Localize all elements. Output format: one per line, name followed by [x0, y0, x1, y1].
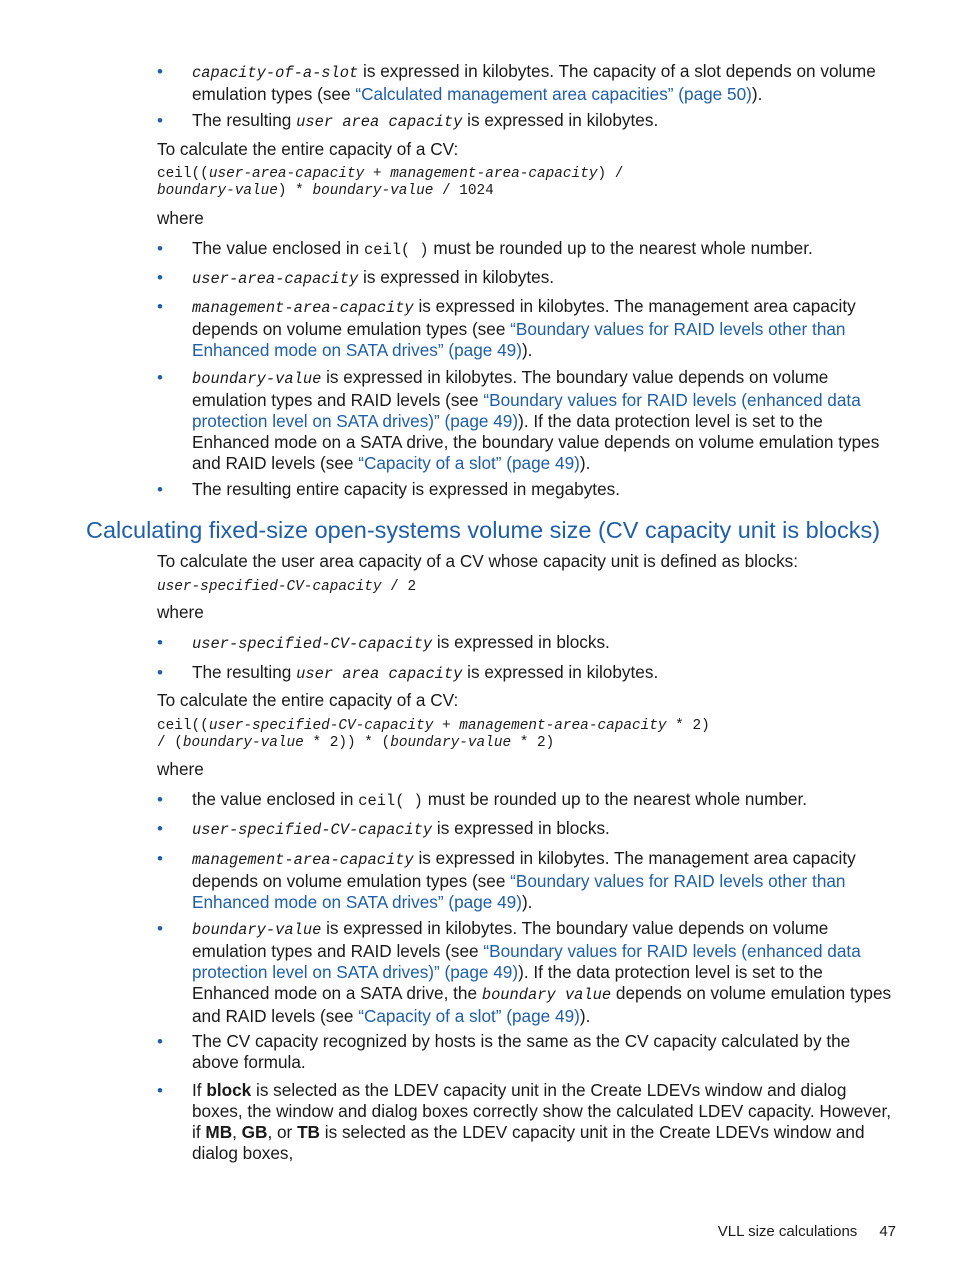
code-text: * 2) [511, 735, 555, 751]
body-text: the value enclosed in [192, 789, 359, 809]
bullet-marker: • [157, 480, 163, 499]
footer-section-label: VLL size calculations [717, 1223, 858, 1240]
body-text: is expressed in blocks. [432, 632, 610, 652]
body-text: is expressed in kilobytes. [358, 267, 555, 287]
bullet-marker: • [157, 849, 163, 868]
body-text: The resulting entire capacity is expressed in megabytes. [192, 479, 620, 499]
bold-term: GB [241, 1122, 268, 1142]
code-term: management-area-capacity [192, 299, 414, 317]
bullet-marker: • [157, 790, 163, 809]
body-text: is expressed in kilobytes. The capacity of a slot depends on volume emulation types (see [192, 61, 876, 104]
code-term: user-specified-CV-capacity [192, 821, 433, 839]
code-variable: user-area-capacity [208, 166, 365, 182]
code-term: management-area-capacity [192, 851, 414, 869]
bullet-marker: • [157, 111, 163, 130]
cross-reference-link[interactable]: “Capacity of a slot” (page 49) [358, 1006, 580, 1026]
body-text: is expressed in kilobytes. The boundary value depends on volume emulation types and RAID levels (see [192, 367, 829, 410]
page-number: 47 [879, 1223, 896, 1240]
code-variable: user-specified-CV-capacity [157, 579, 382, 595]
cross-reference-link[interactable]: “Boundary values for RAID levels other than Enhanced mode on SATA drives” (page 49) [192, 871, 846, 912]
code-term: user area capacity [296, 113, 463, 131]
code-variable: boundary-value [390, 735, 512, 751]
formula-entire-capacity-blocks [157, 718, 897, 752]
body-text: is expressed in blocks. [432, 818, 610, 838]
code-term: user area capacity [296, 665, 463, 683]
code-variable: user-specified-CV-capacity [208, 718, 434, 734]
code-text: / 2 [381, 579, 417, 595]
bullet-marker: • [157, 663, 163, 682]
body-text: is selected as the LDEV capacity unit in the Create LDEVs window and dialog boxes, the window and dialog boxes correctly show the calculated LDEV capacity. However, if [192, 1080, 892, 1142]
code-text: ceil(( [157, 166, 209, 182]
body-text: The resulting [192, 662, 297, 682]
bullet-marker: • [157, 819, 163, 838]
body-text: If [192, 1080, 207, 1100]
cross-reference-link[interactable]: “Boundary values for RAID levels other than Enhanced mode on SATA drives” (page 49) [192, 319, 846, 360]
cross-reference-link[interactable]: “Boundary values for RAID levels (enhanced data protection level on SATA drives)” (page 49) [192, 941, 861, 982]
code-text: + [364, 166, 391, 182]
code-term: ceil( ) [363, 241, 429, 259]
formula-user-area [157, 579, 897, 596]
body-text: is expressed in kilobytes. [462, 662, 659, 682]
code-term: capacity-of-a-slot [192, 64, 359, 82]
code-term: boundary-value [192, 921, 322, 939]
body-text: must be rounded up to the nearest whole number. [422, 789, 808, 809]
body-text: is selected as the LDEV capacity unit in the Create LDEVs window and dialog boxes, [192, 1122, 865, 1163]
body-text: ). [579, 453, 591, 473]
code-variable: management-area-capacity [390, 166, 598, 182]
code-text: ceil(( [157, 718, 209, 734]
cross-reference-link[interactable]: “Calculated management area capacities” (page 50) [355, 84, 752, 104]
code-text: * 2) [666, 718, 710, 734]
code-term: boundary-value [192, 370, 322, 388]
bullet-marker: • [157, 919, 163, 938]
bullet-marker: • [157, 633, 163, 652]
code-text: / 1024 [433, 183, 494, 199]
formula-entire-capacity [157, 166, 897, 200]
bold-term: MB [205, 1122, 233, 1142]
body-text: is expressed in kilobytes. The boundary value depends on volume emulation types and RAID levels (see [192, 918, 829, 961]
code-text: * 2)) * ( [303, 735, 391, 751]
code-term: user-area-capacity [192, 270, 359, 288]
bullet-marker: • [157, 268, 163, 287]
body-text: ). [579, 1006, 591, 1026]
bullet-marker: • [157, 62, 163, 81]
paragraph-where: where [157, 759, 204, 779]
body-text: ). If the data protection level is set to the Enhanced mode on a SATA drive, the [192, 962, 823, 1003]
body-text: , or [267, 1122, 298, 1142]
cross-reference-link[interactable]: “Capacity of a slot” (page 49) [358, 453, 580, 473]
body-text: ). [521, 892, 533, 912]
body-text: , [232, 1122, 242, 1142]
body-text: is expressed in kilobytes. The management area capacity depends on volume emulation types (see [192, 296, 856, 339]
code-variable: management-area-capacity [459, 718, 667, 734]
code-variable: boundary-value [182, 735, 304, 751]
body-text: depends on volume emulation types and RAID levels (see [192, 983, 892, 1026]
body-text: ). If the data protection level is set to the Enhanced mode on a SATA drive, the boundary value depends on volume emulation types and RAID levels (see [192, 411, 880, 473]
code-text: ) / [597, 166, 624, 182]
bullet-marker: • [157, 368, 163, 387]
paragraph-where: where [157, 602, 204, 622]
body-text: must be rounded up to the nearest whole number. [428, 238, 813, 258]
bold-term: block [206, 1080, 252, 1100]
section-heading: Calculating fixed-size open-systems volume size (CV capacity unit is blocks) [86, 517, 881, 543]
body-text: is expressed in kilobytes. [462, 110, 659, 130]
bullet-marker: • [157, 239, 163, 258]
bullet-marker: • [157, 1081, 163, 1100]
paragraph-section-intro: To calculate the user area capacity of a CV whose capacity unit is defined as blocks: [157, 551, 799, 571]
page-footer [718, 1222, 896, 1241]
code-term: user-specified-CV-capacity [192, 635, 433, 653]
body-text: is expressed in kilobytes. The management area capacity depends on volume emulation types (see [192, 848, 856, 891]
body-text: The value enclosed in [192, 238, 364, 258]
code-term: boundary value [481, 986, 612, 1004]
paragraph-intro: To calculate the entire capacity of a CV: [157, 690, 459, 710]
paragraph-intro: To calculate the entire capacity of a CV: [157, 139, 459, 159]
code-text: + [433, 718, 460, 734]
bullet-marker: • [157, 1032, 163, 1051]
body-text: ). [751, 84, 763, 104]
code-variable: boundary-value [312, 183, 434, 199]
body-text: The CV capacity recognized by hosts is the same as the CV capacity calculated by the above formula. [192, 1031, 851, 1072]
bullet-marker: • [157, 297, 163, 316]
cross-reference-link[interactable]: “Boundary values for RAID levels (enhanced data protection level on SATA drives)” (page 49) [192, 390, 861, 431]
body-text: ). [521, 340, 533, 360]
body-text: The resulting [192, 110, 297, 130]
code-term: ceil( ) [358, 792, 423, 810]
code-text: / ( [157, 735, 183, 751]
paragraph-where: where [157, 208, 204, 228]
code-text: ) * [277, 183, 313, 199]
bold-term: TB [297, 1122, 320, 1142]
code-variable: boundary-value [157, 183, 278, 199]
